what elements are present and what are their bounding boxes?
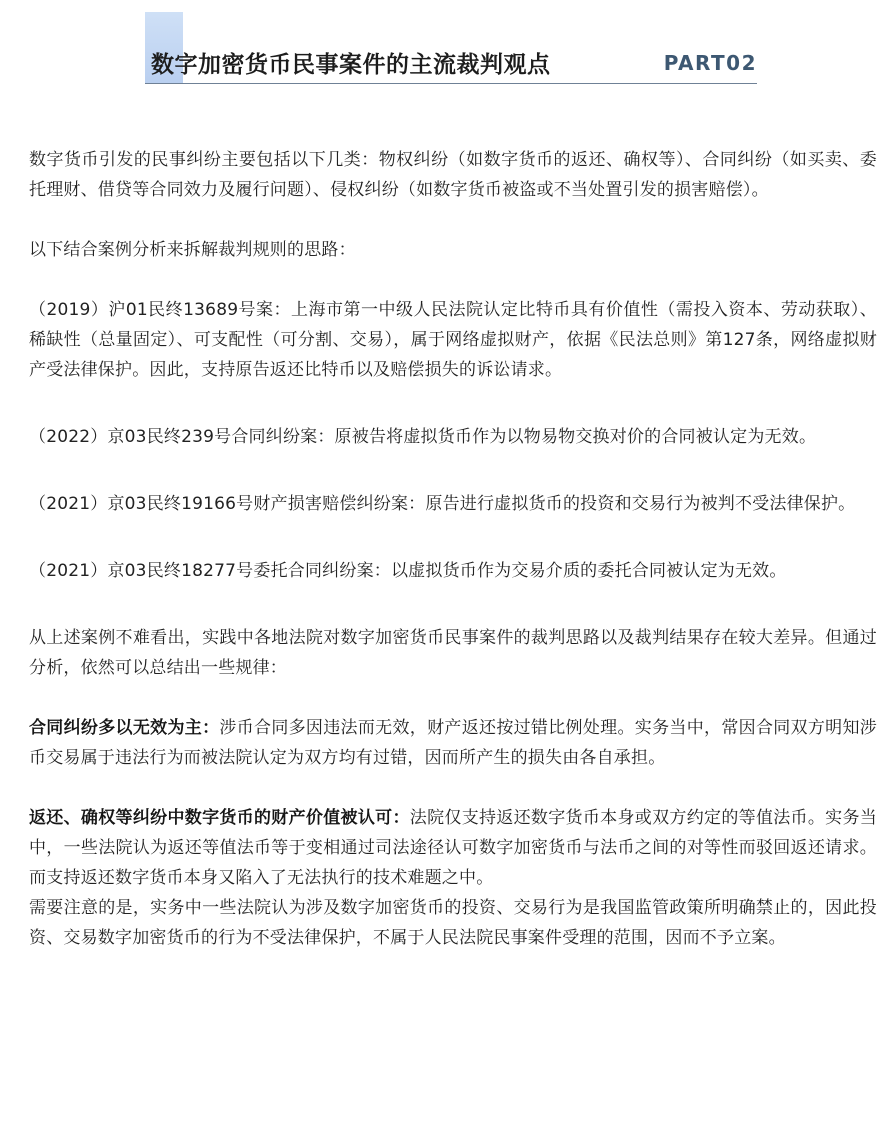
spacer bbox=[29, 586, 877, 623]
case-paragraph-3: （2021）京03民终19166号财产损害赔偿纠纷案：原告进行虚拟货币的投资和交易行为被判不受法律保护。 bbox=[29, 494, 856, 514]
spacer bbox=[29, 519, 877, 556]
case-paragraph-2: （2022）京03民终239号合同纠纷案：原被告将虚拟货币作为以物易物交换对价的合同被认定为无效。 bbox=[29, 427, 817, 447]
rule-paragraph-2 bbox=[29, 803, 877, 893]
section-header bbox=[145, 12, 757, 86]
spacer bbox=[29, 265, 877, 295]
article-body bbox=[29, 145, 877, 953]
rule-paragraph-1 bbox=[29, 713, 877, 773]
intro-paragraph: 数字货币引发的民事纠纷主要包括以下几类：物权纠纷（如数字货币的返还、确权等）、合同纠纷（如买卖、委托理财、借贷等合同效力及履行问题）、侵权纠纷（如数字货币被盗或不当处置引发的损害赔偿）。 bbox=[29, 150, 877, 200]
spacer bbox=[29, 205, 877, 235]
section-title: 数字加密货币民事案件的主流裁判观点 bbox=[151, 52, 551, 78]
header-divider bbox=[145, 83, 757, 84]
part-label: PART02 bbox=[663, 51, 757, 75]
rule-heading-2: 返还、确权等纠纷中数字货币的财产价值被认可： bbox=[29, 808, 410, 828]
spacer bbox=[29, 773, 877, 803]
case-paragraph-1: （2019）沪01民终13689号案：上海市第一中级人民法院认定比特币具有价值性（需投入资本、劳动获取）、稀缺性（总量固定）、可支配性（可分割、交易），属于网络虚拟财产，依据《民法总则》第127条，网络虚拟财产受法律保护。因此，支持原告返还比特币以及赔偿损失的诉讼请求。 bbox=[29, 300, 877, 380]
lead-paragraph: 以下结合案例分析来拆解裁判规则的思路： bbox=[29, 240, 356, 260]
rule-body-1: 涉币合同多因违法而无效，财产返还按过错比例处理。实务当中，常因合同双方明知涉币交易属于违法行为而被法院认定为双方均有过错，因而所产生的损失由各自承担。 bbox=[29, 718, 877, 768]
spacer bbox=[29, 683, 877, 713]
rule-body-2: 法院仅支持返还数字货币本身或双方约定的等值法币。实务当中，一些法院认为返还等值法币等于变相通过司法途径认可数字加密货币与法币之间的对等性而驳回返还请求。而支持返还数字货币本身又陷入了无法执行的技术难题之中。 bbox=[29, 808, 877, 888]
note-paragraph: 需要注意的是，实务中一些法院认为涉及数字加密货币的投资、交易行为是我国监管政策所明确禁止的，因此投资、交易数字加密货币的行为不受法律保护，不属于人民法院民事案件受理的范围，因而不予立案。 bbox=[29, 898, 877, 948]
spacer bbox=[29, 385, 877, 422]
summary-paragraph: 从上述案例不难看出，实践中各地法院对数字加密货币民事案件的裁判思路以及裁判结果存在较大差异。但通过分析，依然可以总结出一些规律： bbox=[29, 628, 877, 678]
rule-heading-1: 合同纠纷多以无效为主： bbox=[29, 718, 220, 738]
spacer bbox=[29, 452, 877, 489]
case-paragraph-4: （2021）京03民终18277号委托合同纠纷案：以虚拟货币作为交易介质的委托合同被认定为无效。 bbox=[29, 561, 787, 581]
